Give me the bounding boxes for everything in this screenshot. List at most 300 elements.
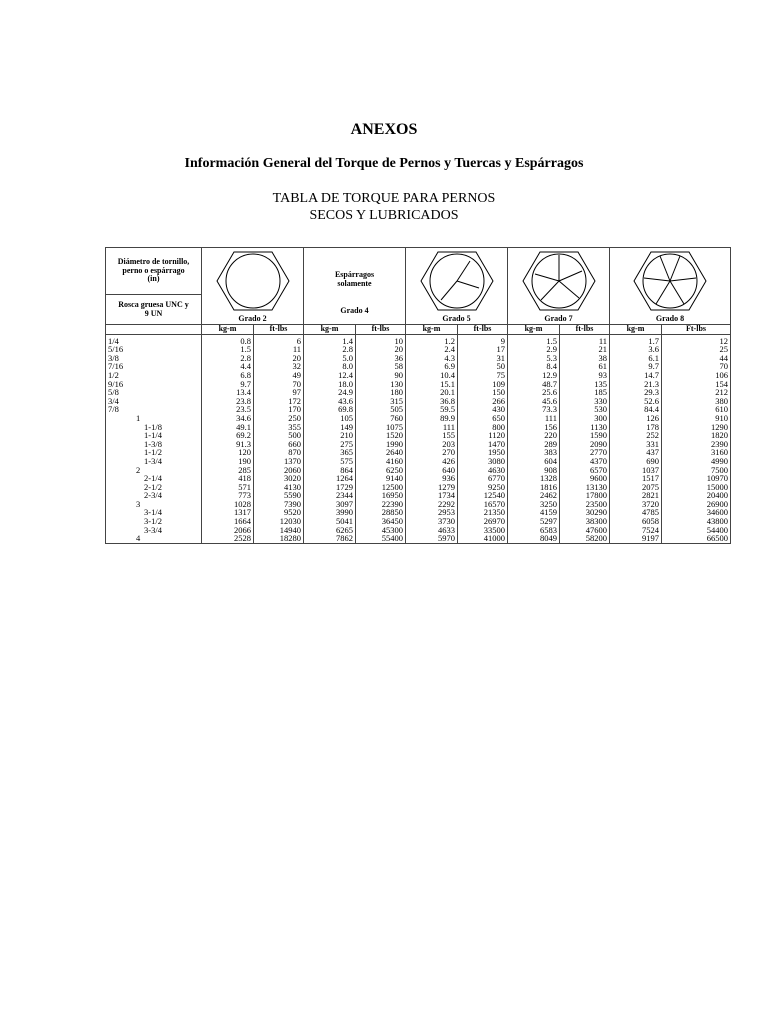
torque-value-cell: 49.1 — [202, 423, 254, 432]
torque-value-cell: 25.6 — [508, 388, 560, 397]
torque-value-cell: 1950 — [458, 448, 508, 457]
table-row — [106, 491, 731, 500]
torque-value-cell: 12.9 — [508, 371, 560, 380]
torque-value-cell: 13.4 — [202, 388, 254, 397]
torque-value-cell: 13130 — [560, 483, 610, 492]
torque-value-cell: 426 — [406, 457, 458, 466]
torque-value-cell: 12.4 — [304, 371, 356, 380]
torque-value-cell: 17800 — [560, 491, 610, 500]
bolt-size-cell: 5/16 — [106, 345, 202, 354]
diameter-header: Diámetro de tornillo, perno o espárrago (in) — [106, 248, 202, 295]
torque-value-cell: 4785 — [610, 508, 662, 517]
torque-value-cell: 1734 — [406, 491, 458, 500]
torque-value-cell: 69.8 — [304, 405, 356, 414]
torque-value-cell: 29.3 — [610, 388, 662, 397]
torque-value-cell: 38 — [560, 354, 610, 363]
torque-value-cell: 315 — [356, 397, 406, 406]
torque-value-cell: 61 — [560, 362, 610, 371]
bolt-size-cell: 2 — [106, 466, 202, 475]
bolt-size-cell: 3-1/4 — [106, 508, 202, 517]
unit-grade-2-kgm: kg-m — [202, 325, 254, 335]
torque-value-cell: 20 — [356, 345, 406, 354]
torque-value-cell: 6 — [254, 334, 304, 345]
torque-value-cell: 650 — [458, 414, 508, 423]
torque-value-cell: 26900 — [662, 500, 731, 509]
torque-value-cell: 870 — [254, 448, 304, 457]
table-row — [106, 431, 731, 440]
table-row — [106, 414, 731, 423]
torque-value-cell: 170 — [254, 405, 304, 414]
torque-value-cell: 7862 — [304, 534, 356, 543]
torque-value-cell: 10 — [356, 334, 406, 345]
torque-value-cell: 660 — [254, 440, 304, 449]
torque-value-cell: 24.9 — [304, 388, 356, 397]
table-row — [106, 334, 731, 345]
torque-value-cell: 75 — [458, 371, 508, 380]
torque-value-cell: 2060 — [254, 466, 304, 475]
torque-value-cell: 4.3 — [406, 354, 458, 363]
torque-value-cell: 106 — [662, 371, 731, 380]
torque-value-cell: 2640 — [356, 448, 406, 457]
torque-value-cell: 640 — [406, 466, 458, 475]
torque-value-cell: 33500 — [458, 526, 508, 535]
torque-value-cell: 5970 — [406, 534, 458, 543]
torque-value-cell: 500 — [254, 431, 304, 440]
bolt-size-cell: 7/16 — [106, 362, 202, 371]
torque-value-cell: 18280 — [254, 534, 304, 543]
torque-value-cell: 149 — [304, 423, 356, 432]
torque-value-cell: 3250 — [508, 500, 560, 509]
torque-value-cell: 3160 — [662, 448, 731, 457]
torque-value-cell: 4370 — [560, 457, 610, 466]
torque-value-cell: 23500 — [560, 500, 610, 509]
torque-value-cell: 505 — [356, 405, 406, 414]
bolt-size-cell: 1 — [106, 414, 202, 423]
torque-value-cell: 16570 — [458, 500, 508, 509]
torque-value-cell: 34.6 — [202, 414, 254, 423]
bolt-size-cell: 1/2 — [106, 371, 202, 380]
grade-7-label: Grado 7 — [544, 314, 573, 323]
torque-value-cell: 9.7 — [610, 362, 662, 371]
table-row — [106, 397, 731, 406]
grade-2-label: Grado 2 — [238, 314, 267, 323]
torque-value-cell: 418 — [202, 474, 254, 483]
torque-value-cell: 22390 — [356, 500, 406, 509]
torque-value-cell: 1816 — [508, 483, 560, 492]
torque-value-cell: 155 — [406, 431, 458, 440]
table-row — [106, 380, 731, 389]
torque-value-cell: 2528 — [202, 534, 254, 543]
table-row — [106, 405, 731, 414]
torque-value-cell: 252 — [610, 431, 662, 440]
torque-value-cell: 2066 — [202, 526, 254, 535]
torque-value-cell: 9600 — [560, 474, 610, 483]
torque-value-cell: 50 — [458, 362, 508, 371]
torque-value-cell: 9.7 — [202, 380, 254, 389]
torque-value-cell: 571 — [202, 483, 254, 492]
torque-value-cell: 28850 — [356, 508, 406, 517]
torque-value-cell: 9197 — [610, 534, 662, 543]
torque-value-cell: 1.5 — [202, 345, 254, 354]
torque-value-cell: 111 — [406, 423, 458, 432]
bolt-size-cell: 1/4 — [106, 334, 202, 345]
bolt-size-cell: 3/4 — [106, 397, 202, 406]
bolt-size-cell: 1-3/4 — [106, 457, 202, 466]
bolt-size-cell: 1-1/4 — [106, 431, 202, 440]
torque-value-cell: 331 — [610, 440, 662, 449]
torque-value-cell: 5041 — [304, 517, 356, 526]
torque-value-cell: 89.9 — [406, 414, 458, 423]
torque-value-cell: 2.9 — [508, 345, 560, 354]
torque-value-cell: 300 — [560, 414, 610, 423]
bolt-size-cell: 2-1/2 — [106, 483, 202, 492]
torque-value-cell: 2292 — [406, 500, 458, 509]
bolt-size-cell: 5/8 — [106, 388, 202, 397]
torque-value-cell: 6265 — [304, 526, 356, 535]
torque-value-cell: 1120 — [458, 431, 508, 440]
torque-value-cell: 58 — [356, 362, 406, 371]
table-row — [106, 440, 731, 449]
torque-value-cell: 285 — [202, 466, 254, 475]
torque-value-cell: 14940 — [254, 526, 304, 535]
torque-value-cell: 23.5 — [202, 405, 254, 414]
torque-value-cell: 38300 — [560, 517, 610, 526]
torque-value-cell: 18.0 — [304, 380, 356, 389]
torque-value-cell: 800 — [458, 423, 508, 432]
bolt-size-cell: 3-3/4 — [106, 526, 202, 535]
torque-value-cell: 66500 — [662, 534, 731, 543]
torque-value-cell: 2462 — [508, 491, 560, 500]
torque-value-cell: 10.4 — [406, 371, 458, 380]
torque-value-cell: 58200 — [560, 534, 610, 543]
table-row — [106, 354, 731, 363]
torque-value-cell: 6570 — [560, 466, 610, 475]
torque-value-cell: 4.4 — [202, 362, 254, 371]
torque-value-cell: 210 — [304, 431, 356, 440]
torque-value-cell: 5297 — [508, 517, 560, 526]
torque-value-cell: 220 — [508, 431, 560, 440]
torque-value-cell: 9250 — [458, 483, 508, 492]
unit-grade-4-ftlbs: ft-lbs — [356, 325, 406, 335]
torque-value-cell: 73.3 — [508, 405, 560, 414]
torque-value-cell: 70 — [254, 380, 304, 389]
torque-value-cell: 9520 — [254, 508, 304, 517]
torque-value-cell: 6.8 — [202, 371, 254, 380]
torque-value-cell: 23.8 — [202, 397, 254, 406]
torque-value-cell: 437 — [610, 448, 662, 457]
torque-value-cell: 120 — [202, 448, 254, 457]
torque-value-cell: 15000 — [662, 483, 731, 492]
bolt-size-cell: 1-1/2 — [106, 448, 202, 457]
torque-value-cell: 4160 — [356, 457, 406, 466]
torque-value-cell: 43800 — [662, 517, 731, 526]
table-row — [106, 517, 731, 526]
grade-7-header — [508, 248, 610, 325]
torque-value-cell: 1517 — [610, 474, 662, 483]
torque-value-cell: 2.8 — [202, 354, 254, 363]
torque-value-cell: 4633 — [406, 526, 458, 535]
torque-value-cell: 93 — [560, 371, 610, 380]
torque-value-cell: 3990 — [304, 508, 356, 517]
unit-grade-5-kgm: kg-m — [406, 325, 458, 335]
torque-value-cell: 48.7 — [508, 380, 560, 389]
torque-value-cell: 15.1 — [406, 380, 458, 389]
torque-value-cell: 34600 — [662, 508, 731, 517]
grade-8-label: Grado 8 — [655, 314, 685, 323]
torque-value-cell: 212 — [662, 388, 731, 397]
torque-value-cell: 41000 — [458, 534, 508, 543]
torque-value-cell: 1990 — [356, 440, 406, 449]
torque-value-cell: 11 — [254, 345, 304, 354]
torque-value-cell: 30290 — [560, 508, 610, 517]
units-row — [106, 325, 731, 335]
torque-value-cell: 44 — [662, 354, 731, 363]
torque-value-cell: 430 — [458, 405, 508, 414]
torque-value-cell: 12 — [662, 334, 731, 345]
torque-value-cell: 21.3 — [610, 380, 662, 389]
torque-value-cell: 6058 — [610, 517, 662, 526]
bolt-size-cell: 7/8 — [106, 405, 202, 414]
torque-value-cell: 1328 — [508, 474, 560, 483]
torque-value-cell: 84.4 — [610, 405, 662, 414]
table-row — [106, 508, 731, 517]
torque-value-cell: 111 — [508, 414, 560, 423]
table-row — [106, 500, 731, 509]
unit-grade-2-ftlbs: ft-lbs — [254, 325, 304, 335]
bolt-size-cell: 3/8 — [106, 354, 202, 363]
table-row — [106, 423, 731, 432]
torque-value-cell: 2390 — [662, 440, 731, 449]
grade-4-header — [304, 248, 406, 325]
torque-value-cell: 266 — [458, 397, 508, 406]
torque-value-cell: 575 — [304, 457, 356, 466]
torque-value-cell: 5590 — [254, 491, 304, 500]
torque-value-cell: 0.8 — [202, 334, 254, 345]
torque-value-cell: 8.4 — [508, 362, 560, 371]
table-row — [106, 362, 731, 371]
table-row — [106, 448, 731, 457]
hex-bolt-plain-icon — [215, 248, 291, 314]
torque-value-cell: 12030 — [254, 517, 304, 526]
torque-value-cell: 270 — [406, 448, 458, 457]
torque-value-cell: 908 — [508, 466, 560, 475]
torque-value-cell: 16950 — [356, 491, 406, 500]
torque-value-cell: 2.8 — [304, 345, 356, 354]
torque-value-cell: 1130 — [560, 423, 610, 432]
table-title — [0, 190, 768, 224]
torque-value-cell: 105 — [304, 414, 356, 423]
torque-value-cell: 156 — [508, 423, 560, 432]
bolt-size-cell: 3-1/2 — [106, 517, 202, 526]
torque-value-cell: 6250 — [356, 466, 406, 475]
torque-value-cell: 1729 — [304, 483, 356, 492]
torque-value-cell: 1.4 — [304, 334, 356, 345]
torque-value-cell: 250 — [254, 414, 304, 423]
torque-value-cell: 3720 — [610, 500, 662, 509]
table-header — [106, 248, 731, 335]
torque-value-cell: 17 — [458, 345, 508, 354]
bolt-size-cell: 2-1/4 — [106, 474, 202, 483]
torque-value-cell: 8.0 — [304, 362, 356, 371]
torque-value-cell: 150 — [458, 388, 508, 397]
hex-bolt-grade-7-icon — [521, 248, 597, 314]
torque-value-cell: 52.6 — [610, 397, 662, 406]
bolt-size-cell: 9/16 — [106, 380, 202, 389]
torque-value-cell: 690 — [610, 457, 662, 466]
torque-value-cell: 365 — [304, 448, 356, 457]
torque-value-cell: 70 — [662, 362, 731, 371]
torque-value-cell: 21350 — [458, 508, 508, 517]
torque-value-cell: 203 — [406, 440, 458, 449]
page-heading: ANEXOS — [350, 121, 418, 138]
torque-value-cell: 1590 — [560, 431, 610, 440]
grade-5-header — [406, 248, 508, 325]
torque-value-cell: 43.6 — [304, 397, 356, 406]
torque-value-cell: 36 — [356, 354, 406, 363]
bolt-size-cell: 1-3/8 — [106, 440, 202, 449]
torque-value-cell: 2.4 — [406, 345, 458, 354]
torque-value-cell: 126 — [610, 414, 662, 423]
hex-bolt-grade-8-icon — [632, 248, 708, 314]
torque-value-cell: 26970 — [458, 517, 508, 526]
torque-value-cell: 530 — [560, 405, 610, 414]
torque-value-cell: 190 — [202, 457, 254, 466]
torque-value-cell: 1075 — [356, 423, 406, 432]
table-row — [106, 371, 731, 380]
unit-grade-8-ftlbs: Ft-lbs — [662, 325, 731, 335]
torque-value-cell: 2953 — [406, 508, 458, 517]
torque-value-cell: 12540 — [458, 491, 508, 500]
torque-value-cell: 7524 — [610, 526, 662, 535]
torque-value-cell: 1264 — [304, 474, 356, 483]
torque-value-cell: 1317 — [202, 508, 254, 517]
torque-value-cell: 604 — [508, 457, 560, 466]
thread-header: Rosca gruesa UNC y 9 UN — [106, 295, 202, 325]
table-body — [106, 334, 731, 543]
unit-grade-8-kgm: kg-m — [610, 325, 662, 335]
torque-value-cell: 20400 — [662, 491, 731, 500]
torque-value-cell: 6.9 — [406, 362, 458, 371]
torque-value-cell: 4990 — [662, 457, 731, 466]
torque-value-cell: 36450 — [356, 517, 406, 526]
torque-value-cell: 3020 — [254, 474, 304, 483]
torque-value-cell: 2075 — [610, 483, 662, 492]
torque-value-cell: 383 — [508, 448, 560, 457]
table-row — [106, 466, 731, 475]
torque-value-cell: 90 — [356, 371, 406, 380]
table-row — [106, 457, 731, 466]
grade-4-note: Espárragos solamente — [334, 270, 375, 288]
torque-value-cell: 178 — [610, 423, 662, 432]
page-subtitle: Información General del Torque de Pernos y Tuercas y Espárragos — [184, 156, 584, 171]
torque-value-cell: 6583 — [508, 526, 560, 535]
torque-value-cell: 1820 — [662, 431, 731, 440]
table-title-line-1: TABLA DE TORQUE PARA PERNOS — [272, 191, 496, 206]
torque-value-cell: 1520 — [356, 431, 406, 440]
torque-value-cell: 275 — [304, 440, 356, 449]
torque-value-cell: 3097 — [304, 500, 356, 509]
torque-value-cell: 2344 — [304, 491, 356, 500]
grade-2-header — [202, 248, 304, 325]
torque-value-cell: 1.5 — [508, 334, 560, 345]
torque-value-cell: 4630 — [458, 466, 508, 475]
torque-value-cell: 47600 — [560, 526, 610, 535]
torque-value-cell: 172 — [254, 397, 304, 406]
torque-value-cell: 1.7 — [610, 334, 662, 345]
torque-value-cell: 330 — [560, 397, 610, 406]
torque-value-cell: 36.8 — [406, 397, 458, 406]
torque-value-cell: 54400 — [662, 526, 731, 535]
torque-value-cell: 1279 — [406, 483, 458, 492]
torque-value-cell: 3730 — [406, 517, 458, 526]
torque-value-cell: 610 — [662, 405, 731, 414]
torque-value-cell: 936 — [406, 474, 458, 483]
grade-8-header — [610, 248, 731, 325]
torque-value-cell: 1470 — [458, 440, 508, 449]
table-row — [106, 388, 731, 397]
torque-value-cell: 11 — [560, 334, 610, 345]
torque-value-cell: 130 — [356, 380, 406, 389]
bolt-size-cell: 4 — [106, 534, 202, 543]
torque-value-cell: 2770 — [560, 448, 610, 457]
torque-value-cell: 32 — [254, 362, 304, 371]
bolt-size-cell: 2-3/4 — [106, 491, 202, 500]
torque-value-cell: 9140 — [356, 474, 406, 483]
torque-value-cell: 289 — [508, 440, 560, 449]
torque-value-cell: 760 — [356, 414, 406, 423]
torque-value-cell: 380 — [662, 397, 731, 406]
torque-value-cell: 91.3 — [202, 440, 254, 449]
torque-value-cell: 25 — [662, 345, 731, 354]
table-row — [106, 345, 731, 354]
torque-value-cell: 10970 — [662, 474, 731, 483]
torque-value-cell: 9 — [458, 334, 508, 345]
torque-value-cell: 1290 — [662, 423, 731, 432]
torque-value-cell: 1.2 — [406, 334, 458, 345]
torque-value-cell: 6770 — [458, 474, 508, 483]
torque-value-cell: 1028 — [202, 500, 254, 509]
torque-value-cell: 1664 — [202, 517, 254, 526]
torque-value-cell: 4130 — [254, 483, 304, 492]
torque-value-cell: 12500 — [356, 483, 406, 492]
torque-value-cell: 2090 — [560, 440, 610, 449]
torque-value-cell: 14.7 — [610, 371, 662, 380]
torque-value-cell: 864 — [304, 466, 356, 475]
table-row — [106, 474, 731, 483]
hex-bolt-grade-5-icon — [419, 248, 495, 314]
grade-5-label: Grado 5 — [442, 314, 471, 323]
torque-value-cell: 7390 — [254, 500, 304, 509]
torque-value-cell: 109 — [458, 380, 508, 389]
table-row — [106, 534, 731, 543]
grade-4-label: Grado 4 — [340, 306, 369, 315]
torque-value-cell: 5.3 — [508, 354, 560, 363]
torque-value-cell: 3.6 — [610, 345, 662, 354]
torque-value-cell: 20.1 — [406, 388, 458, 397]
torque-value-cell: 5.0 — [304, 354, 356, 363]
torque-value-cell: 180 — [356, 388, 406, 397]
torque-value-cell: 21 — [560, 345, 610, 354]
torque-value-cell: 45.6 — [508, 397, 560, 406]
torque-value-cell: 910 — [662, 414, 731, 423]
table-row — [106, 526, 731, 535]
torque-value-cell: 55400 — [356, 534, 406, 543]
table-row — [106, 483, 731, 492]
torque-value-cell: 773 — [202, 491, 254, 500]
bolt-size-cell: 1-1/8 — [106, 423, 202, 432]
torque-value-cell: 1037 — [610, 466, 662, 475]
torque-value-cell: 69.2 — [202, 431, 254, 440]
